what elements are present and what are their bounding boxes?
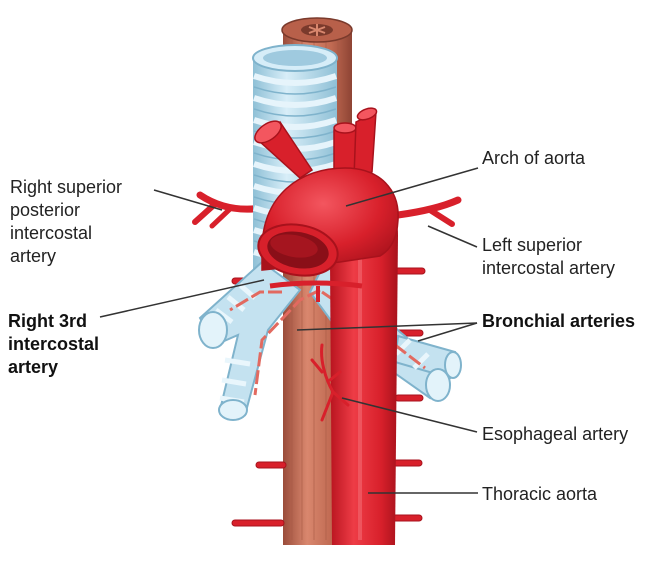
label-bronchial-arteries: Bronchial arteries <box>482 311 636 331</box>
label-right-superior-posterior-intercostal-artery: Right superior posterior intercostal artery <box>10 177 123 266</box>
label-right-3rd-intercostal-artery: Right 3rd intercostal artery <box>8 311 100 377</box>
left-superior-intercostal-artery <box>398 200 458 224</box>
label-arch-of-aorta: Arch of aorta <box>482 148 586 168</box>
label-esophageal-artery: Esophageal artery <box>482 424 629 444</box>
leader-line-left-superior <box>428 226 477 247</box>
right-superior-intercostal-artery <box>195 195 262 226</box>
label-thoracic-aorta: Thoracic aorta <box>482 484 598 504</box>
label-left-superior-intercostal-artery: Left superior intercostal artery <box>482 235 616 278</box>
